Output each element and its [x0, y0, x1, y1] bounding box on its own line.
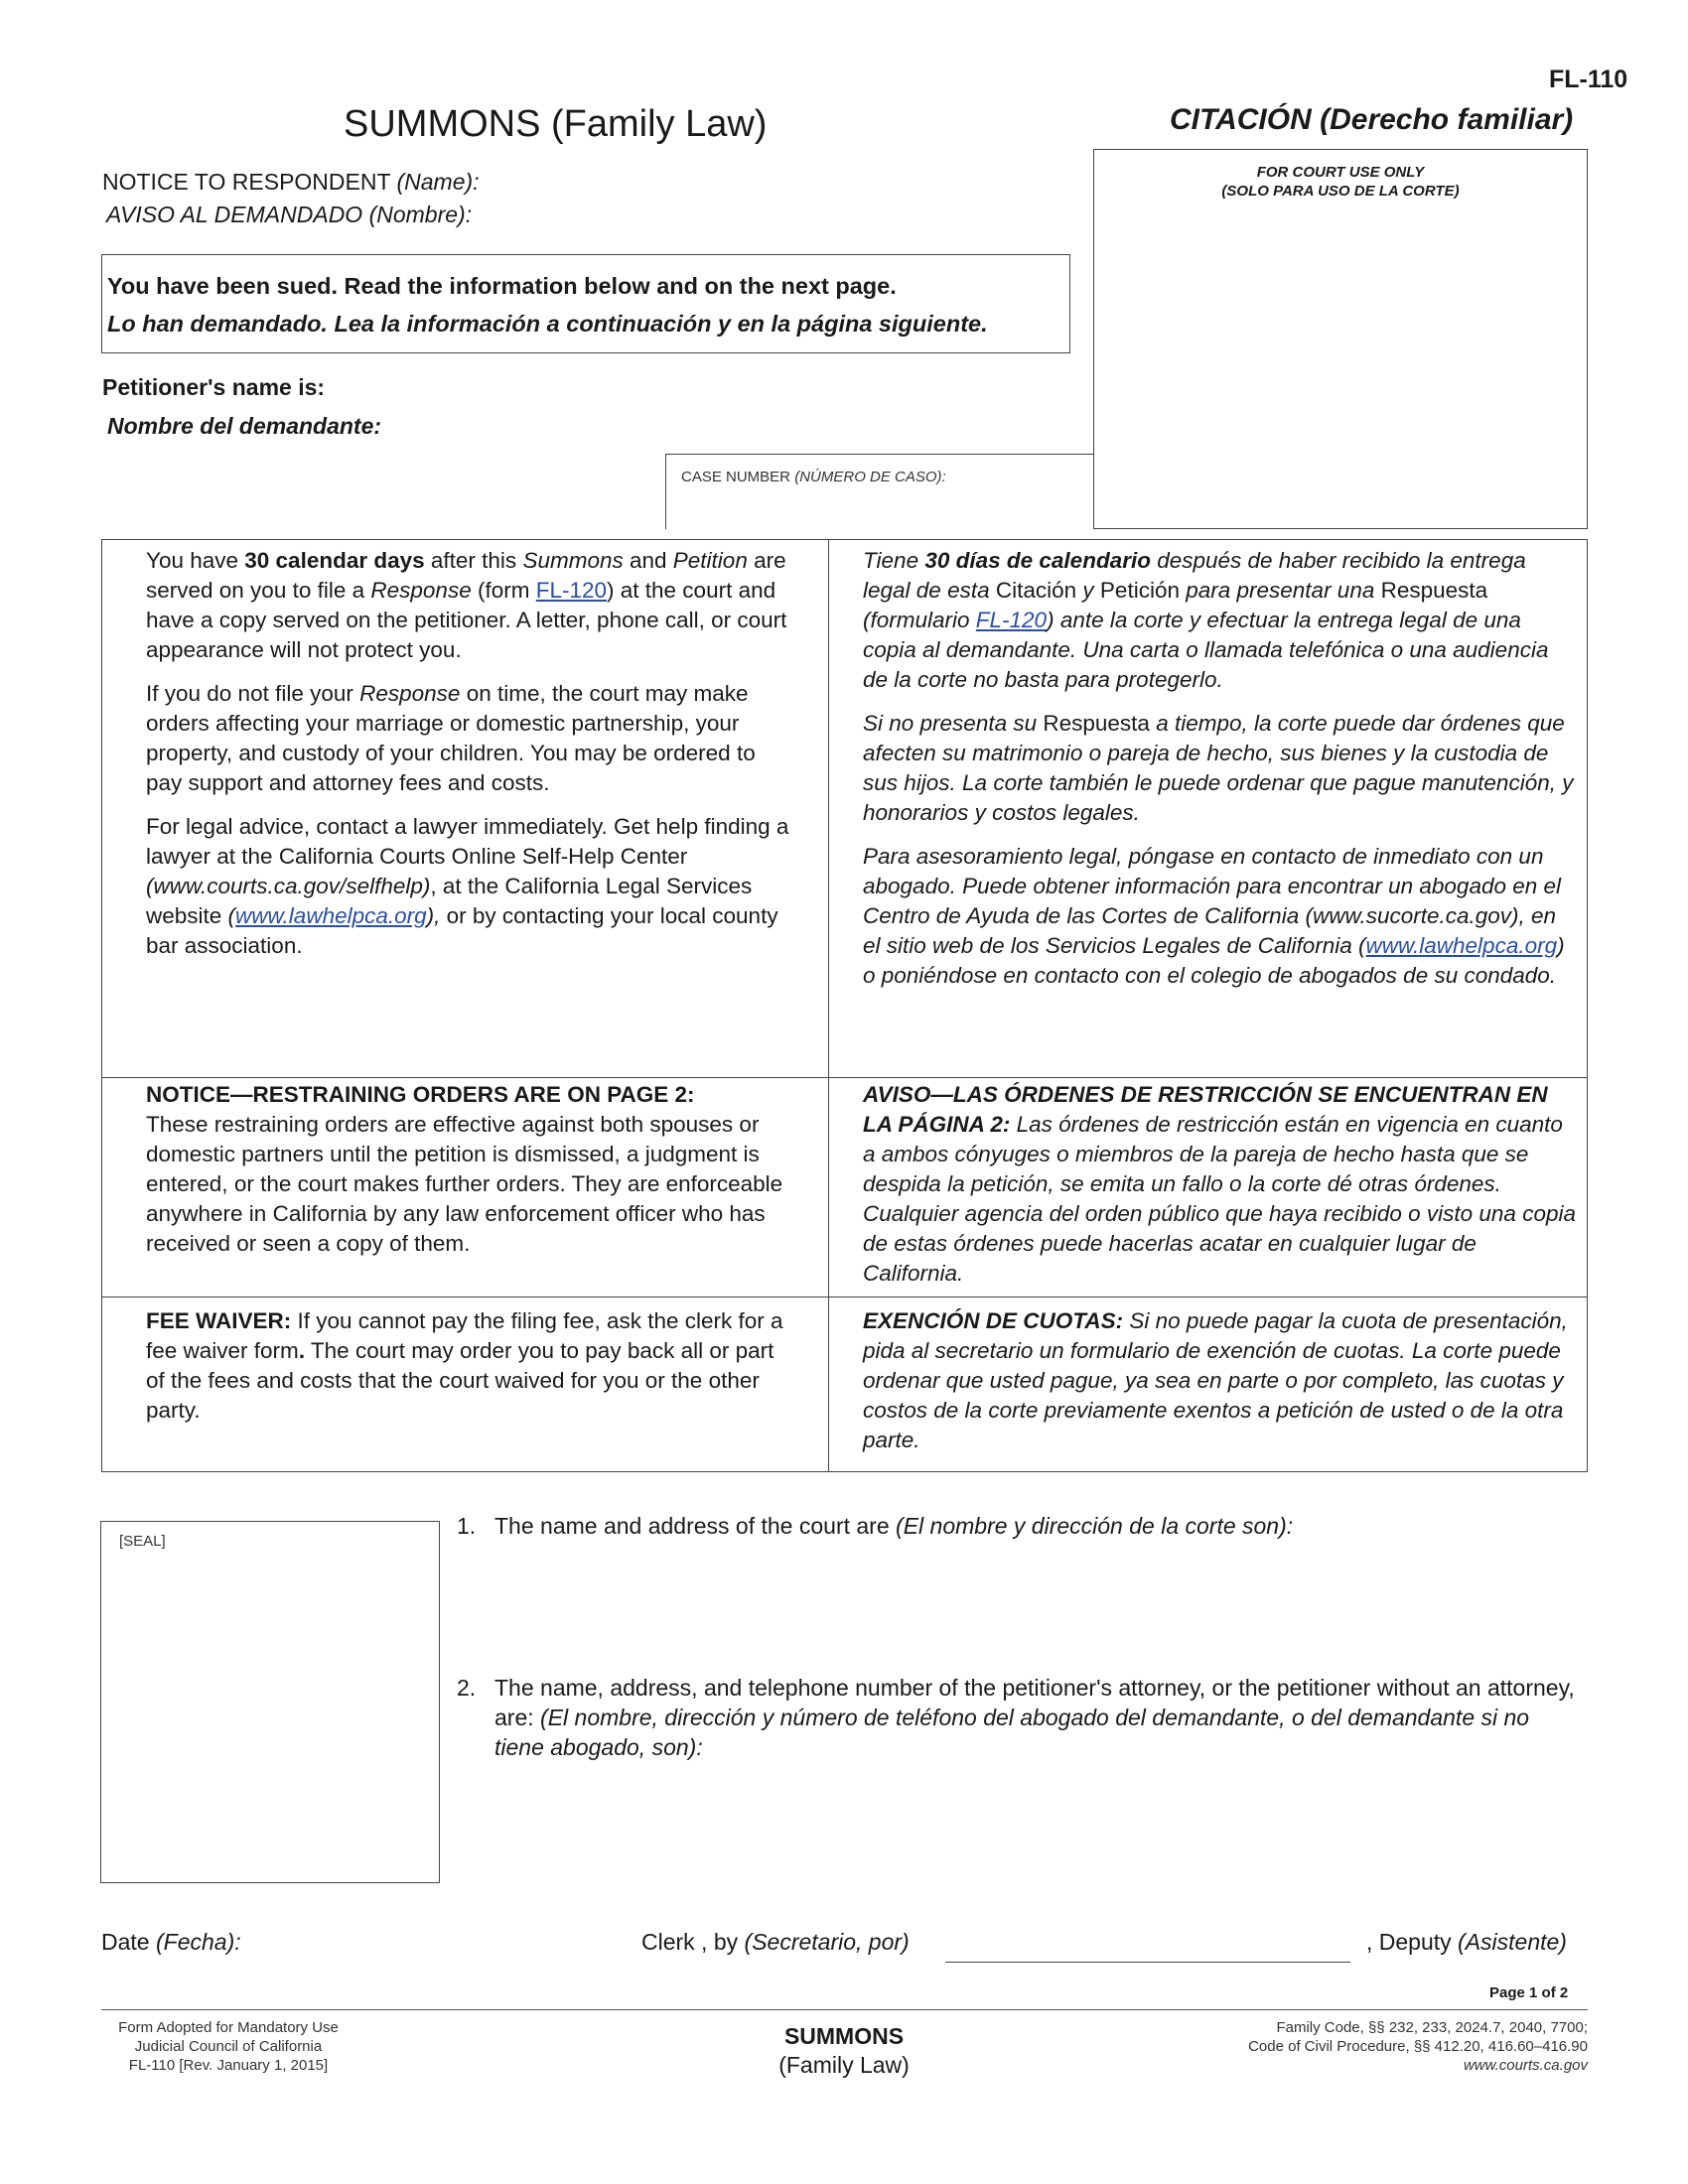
- instructions-es: [863, 546, 1578, 1005]
- sued-notice-es: Lo han demandado. Lea la información a continuación y en la página siguiente.: [107, 311, 988, 337]
- page-number: Page 1 of 2: [1489, 1984, 1569, 2001]
- notice-to-respondent-label-spanish: AVISO AL DEMANDADO (Nombre):: [106, 202, 473, 227]
- seal-label: [SEAL]: [119, 1533, 166, 1550]
- instructions-table: [101, 539, 1588, 1472]
- late-response-es: Si no presenta su Respuesta a tiempo, la corte puede dar órdenes que afecten su matrimonio o pareja de hecho, sus bienes y la custodia de sus hijos. La corte también le puede ordenar que pague manutención, y honorarios y costos legales.: [863, 711, 1574, 825]
- legal-advice-en: For legal advice, contact a lawyer immediately. Get help finding a lawyer at the California Courts Online Self-Help Center (www.courts.ca.gov/selfhelp), at the California Legal Services website (www.lawhelpca.org), or by contacting your local county bar association.: [146, 814, 789, 958]
- court-use-box[interactable]: [1093, 149, 1588, 529]
- seal-box: [100, 1521, 440, 1883]
- legal-advice-es: Para asesoramiento legal, póngase en contacto de inmediato con un abogado. Puede obtener información para encontrar un abogado en el Centro de Ayuda de las Cortes de California (www.sucorte.ca.gov), en el sitio web de los Servicios Legales de California (www.lawhelpca.org) o poniéndose en contacto con el colegio de abogados de su condado.: [863, 844, 1565, 988]
- clerk-signature-line[interactable]: [945, 1962, 1350, 1963]
- restraining-orders-en: NOTICE—RESTRAINING ORDERS ARE ON PAGE 2: These restraining orders are effective against both spouses or domestic partners until the petition is dismissed, a judgment is entered, or the court makes further orders. They are enforceable anywhere in California by any law enforcement officer who has received or seen a copy of them.: [146, 1082, 783, 1256]
- column-divider: [828, 540, 829, 1471]
- lawhelpca-link-es[interactable]: www.lawhelpca.org: [1365, 933, 1558, 958]
- footer-citations: Family Code, §§ 232, 233, 2024.7, 2040, 7700; Code of Civil Procedure, §§ 412.20, 416.60–416.90 www.courts.ca.gov: [1248, 2019, 1588, 2074]
- lawhelpca-link[interactable]: www.lawhelpca.org: [235, 903, 427, 928]
- response-deadline-en: You have 30 calendar days after this Summons and Petition are served on you to file a Response (form FL-120) at the court and have a copy served on the petitioner. A letter, phone call, or court appearance will not protect you.: [146, 548, 787, 662]
- fl120-link-es[interactable]: FL-120: [975, 608, 1048, 632]
- row-divider: [102, 1077, 1587, 1078]
- footer-form-info: Form Adopted for Mandatory Use Judicial Council of California FL-110 [Rev. January 1, 2015]: [118, 2019, 339, 2074]
- notice-to-respondent-label: NOTICE TO RESPONDENT (Name):: [102, 169, 480, 195]
- deputy-label: , Deputy (Asistente): [1366, 1929, 1567, 1955]
- fee-waiver-en: FEE WAIVER: If you cannot pay the filing fee, ask the clerk for a fee waiver form. The court may order you to pay back all or part of the fees and costs that the court waived for you or the other party.: [146, 1308, 783, 1423]
- petitioner-name-label: Petitioner's name is:: [102, 374, 326, 400]
- sued-notice-en: You have been sued. Read the information below and on the next page.: [107, 273, 897, 299]
- response-deadline-es: Tiene 30 días de calendario después de haber recibido la entrega legal de esta Citación y Petición para presentar una Respuesta (formulario FL-120) ante la corte y efectuar la entrega legal de una copia al demandante. Una carta o llamada telefónica o una audiencia de la corte no basta para protegerlo.: [863, 548, 1549, 692]
- date-field-label: Date (Fecha):: [101, 1929, 241, 1955]
- late-response-en: If you do not file your Response on time, the court may make orders affecting your marriage or domestic partnership, your property, and custody of your children. You may be ordered to pay support and attorney fees and costs.: [146, 681, 756, 795]
- footer-divider: [101, 2009, 1588, 2010]
- fee-waiver-es: EXENCIÓN DE CUOTAS: Si no puede pagar la cuota de presentación, pida al secretario un formulario de exención de cuotas. La corte puede ordenar que usted pague, ya sea en parte o por completo, las cuotas y costos de la corte previamente exentos a petición de usted o de la otra parte.: [863, 1308, 1568, 1452]
- fl120-link[interactable]: FL-120: [535, 578, 608, 603]
- clerk-label: Clerk , by (Secretario, por): [641, 1929, 910, 1955]
- restraining-orders-es: AVISO—LAS ÓRDENES DE RESTRICCIÓN SE ENCUENTRAN EN LA PÁGINA 2: Las órdenes de restricción están en vigencia en cuanto a ambos cónyuges o miembros de la pareja de hecho hasta que se despida la petición, se emita un fallo o la corte dé otras órdenes. Cualquier agencia del orden público que haya recibido o visto una copia de estas órdenes puede hacerlas acatar en cualquier lugar de California.: [863, 1082, 1576, 1286]
- instructions-en: [146, 546, 791, 975]
- petitioner-name-label-spanish: Nombre del demandante:: [107, 413, 382, 439]
- form-number: FL-110: [1549, 66, 1628, 93]
- footer-title: SUMMONS (Family Law): [778, 2023, 910, 2078]
- page-title: SUMMONS (Family Law): [344, 103, 768, 145]
- case-number-field[interactable]: [665, 454, 1093, 529]
- court-use-label: FOR COURT USE ONLY (SOLO PARA USO DE LA CORTE): [1221, 164, 1460, 200]
- sued-notice-box: [101, 254, 1070, 353]
- case-number-label: CASE NUMBER (NÚMERO DE CASO):: [681, 469, 946, 485]
- page-title-spanish: CITACIÓN (Derecho familiar): [1170, 103, 1574, 136]
